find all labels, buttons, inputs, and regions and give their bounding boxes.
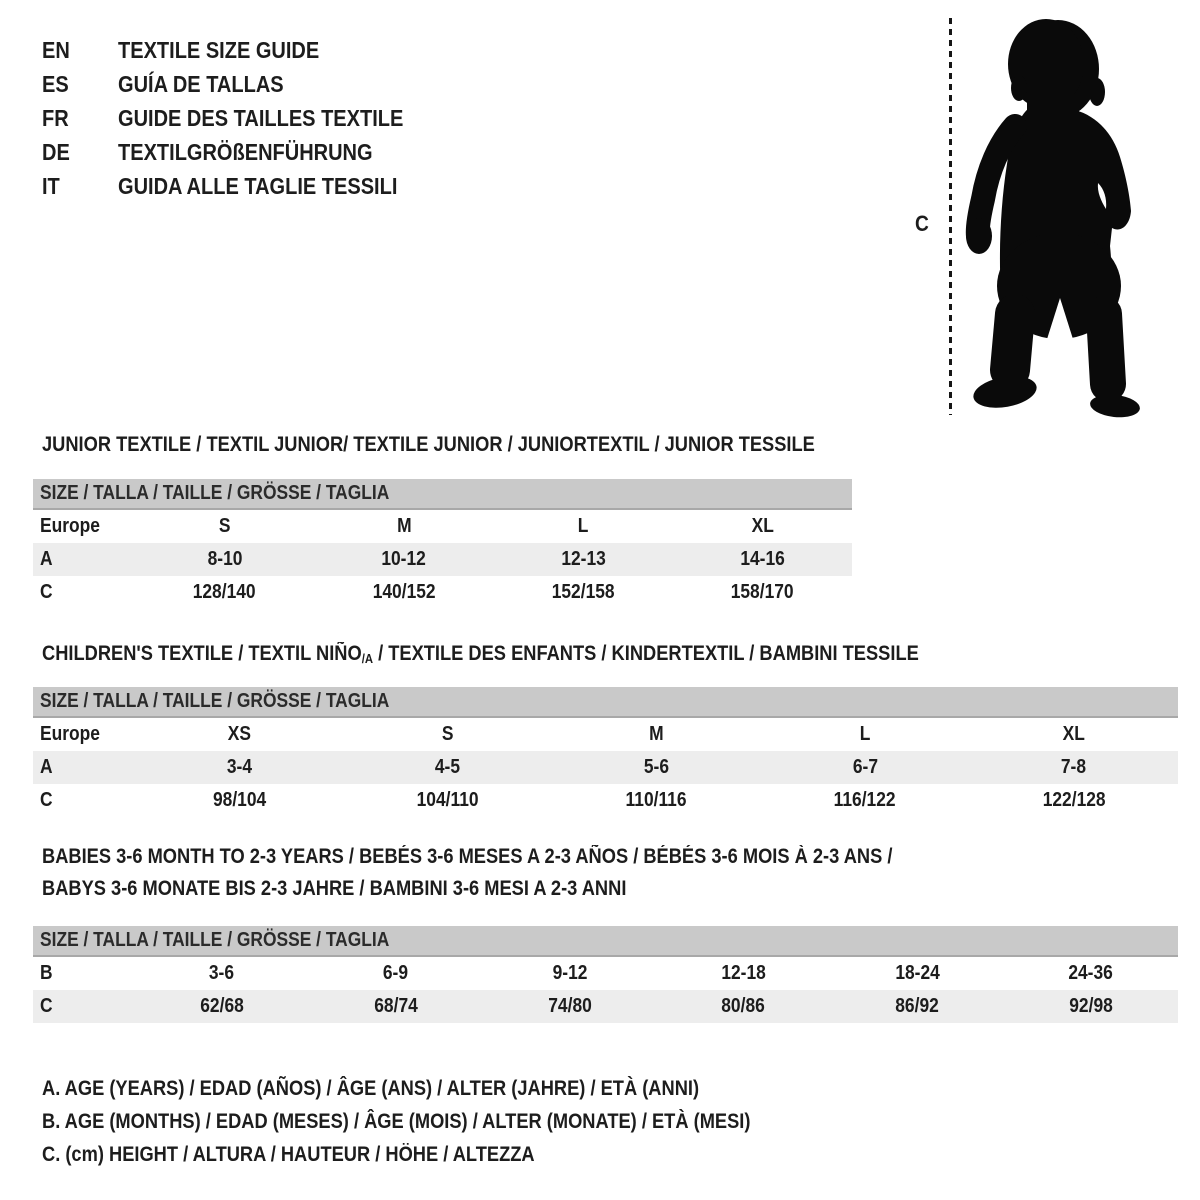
children-section-title-post: / TEXTILE DES ENFANTS / KINDERTEXTIL / BAMBINI TESSILE <box>373 642 919 665</box>
cell <box>494 581 673 604</box>
cell-value: 8-10 <box>207 548 243 570</box>
legend-line-a <box>42 1072 856 1105</box>
language-row-de <box>42 135 446 169</box>
cell <box>761 723 970 746</box>
measure-label-c: C <box>915 211 929 236</box>
cell-value: 92/98 <box>1069 995 1113 1017</box>
babies-section-title-line1: BABIES 3-6 MONTH TO 2-3 YEARS / BEBÉS 3-6 MESES A 2-3 AÑOS / BÉBÉS 3-6 MOIS À 2-3 ANS / <box>42 845 893 868</box>
cell-value: 10-12 <box>381 548 427 570</box>
cell <box>1004 962 1178 985</box>
cell <box>830 995 1004 1018</box>
cell <box>344 723 553 746</box>
children-section-title <box>42 642 1050 666</box>
cell-value: XL <box>751 515 774 537</box>
cell-value: M <box>649 723 664 745</box>
junior-section-title <box>42 433 930 457</box>
cell-value: 12-13 <box>560 548 606 570</box>
row-label-text: C <box>40 995 53 1017</box>
cell <box>135 515 314 538</box>
row-label-text: B <box>40 962 53 984</box>
cell <box>314 548 493 571</box>
cell <box>344 756 553 779</box>
cell-value: 140/152 <box>372 581 436 603</box>
cell <box>830 962 1004 985</box>
cell <box>656 962 830 985</box>
language-code: DE <box>42 138 70 165</box>
children-section-title-sub: /A <box>361 651 374 666</box>
cell-value: 104/110 <box>416 789 479 811</box>
cell-value: 62/68 <box>200 995 244 1017</box>
cell <box>552 723 761 746</box>
cell-value: 86/92 <box>895 995 939 1017</box>
cell-value: 6-9 <box>383 962 409 984</box>
legend-line-c <box>42 1138 856 1171</box>
row-label <box>33 581 135 604</box>
table-row <box>33 990 1178 1023</box>
cell <box>969 756 1178 779</box>
size-header-label: SIZE / TALLA / TAILLE / GRÖSSE / TAGLIA <box>40 929 390 951</box>
row-label <box>33 756 135 779</box>
toddler-silhouette <box>963 14 1147 418</box>
cell-value: 3-4 <box>226 756 252 778</box>
cell <box>135 548 314 571</box>
size-header-label: SIZE / TALLA / TAILLE / GRÖSSE / TAGLIA <box>40 690 390 712</box>
legend-line-c-text: C. (cm) HEIGHT / ALTURA / HAUTEUR / HÖHE / ALTEZZA <box>42 1143 535 1166</box>
row-label-text: C <box>40 581 53 603</box>
legend-line-a-text: A. AGE (YEARS) / EDAD (AÑOS) / ÂGE (ANS) / ALTER (JAHRE) / ETÀ (ANNI) <box>42 1077 700 1100</box>
cell <box>483 995 657 1018</box>
junior-section-title-text: JUNIOR TEXTILE / TEXTIL JUNIOR/ TEXTILE JUNIOR / JUNIORTEXTIL / JUNIOR TESSILE <box>42 433 815 456</box>
babies-table-header <box>33 926 1178 957</box>
babies-section-title <box>42 841 1020 905</box>
cell <box>552 756 761 779</box>
language-row-es <box>42 67 446 101</box>
cell-value: 152/158 <box>551 581 615 603</box>
babies-size-table <box>33 926 1178 1023</box>
language-list <box>42 33 446 203</box>
language-row-it <box>42 169 446 203</box>
cell-value: 80/86 <box>721 995 766 1017</box>
row-label <box>33 789 135 812</box>
cell <box>494 548 673 571</box>
cell <box>673 548 852 571</box>
cell-value: 12-18 <box>721 962 766 984</box>
cell-value: L <box>577 515 589 537</box>
cell-value: 18-24 <box>894 962 940 984</box>
cell-value: XS <box>227 723 251 745</box>
cell <box>344 789 553 812</box>
cell-value: 7-8 <box>1061 756 1087 778</box>
children-size-table <box>33 687 1178 817</box>
cell <box>1004 995 1178 1018</box>
cell-value: 98/104 <box>212 789 266 811</box>
cell-value: 128/140 <box>193 581 257 603</box>
cell-value: 122/128 <box>1042 789 1106 811</box>
language-title: TEXTILE SIZE GUIDE <box>118 36 320 63</box>
row-label <box>33 723 135 746</box>
cell <box>135 995 309 1018</box>
row-label <box>33 515 135 538</box>
cell-value: 116/122 <box>834 789 897 811</box>
language-code: IT <box>42 172 60 199</box>
cell <box>314 581 493 604</box>
row-label-text: Europe <box>40 723 100 745</box>
cell-value: 158/170 <box>730 581 794 603</box>
cell <box>135 581 314 604</box>
row-label-text: A <box>40 548 53 570</box>
table-row <box>33 751 1178 784</box>
cell-value: 24-36 <box>1068 962 1114 984</box>
cell <box>483 962 657 985</box>
cell-value: 14-16 <box>740 548 785 570</box>
legend-line-b <box>42 1105 856 1138</box>
cell <box>135 756 344 779</box>
cell <box>969 723 1178 746</box>
cell <box>494 515 673 538</box>
children-table-header <box>33 687 1178 718</box>
cell-value: L <box>859 723 871 745</box>
cell-value: S <box>442 723 454 745</box>
cell-value: 5-6 <box>643 756 670 778</box>
cell <box>314 515 493 538</box>
cell <box>673 581 852 604</box>
table-row <box>33 543 852 576</box>
language-title: GUIDA ALLE TAGLIE TESSILI <box>118 172 398 199</box>
table-row <box>33 718 1178 751</box>
row-label <box>33 962 135 985</box>
cell-value: S <box>218 515 231 537</box>
cell <box>135 723 344 746</box>
cell <box>673 515 852 538</box>
cell <box>761 789 970 812</box>
cell-value: 68/74 <box>373 995 418 1017</box>
height-measure-dashed-line <box>949 18 952 415</box>
cell-value: 3-6 <box>209 962 235 984</box>
cell <box>309 962 483 985</box>
row-label <box>33 548 135 571</box>
row-label-text: Europe <box>40 515 100 537</box>
cell <box>135 962 309 985</box>
cell <box>969 789 1178 812</box>
language-title: GUIDE DES TAILLES TEXTILE <box>118 104 404 131</box>
row-label-text: C <box>40 789 53 811</box>
row-label <box>33 995 135 1018</box>
cell <box>135 789 344 812</box>
language-title: GUÍA DE TALLAS <box>118 70 284 97</box>
babies-section-title-line2: BABYS 3-6 MONATE BIS 2-3 JAHRE / BAMBINI 3-6 MESI A 2-3 ANNI <box>42 877 627 900</box>
junior-table-header <box>33 479 852 510</box>
cell <box>552 789 761 812</box>
cell-value: 74/80 <box>547 995 592 1017</box>
cell <box>309 995 483 1018</box>
language-row-en <box>42 33 446 67</box>
cell <box>656 995 830 1018</box>
language-title: TEXTILGRÖßENFÜHRUNG <box>118 138 373 165</box>
cell-value: 110/116 <box>625 789 687 811</box>
cell-value: 9-12 <box>552 962 587 984</box>
language-code: FR <box>42 104 69 131</box>
children-section-title-pre: CHILDREN'S TEXTILE / TEXTIL NIÑO <box>42 642 362 665</box>
measurement-legend <box>42 1072 856 1171</box>
cell-value: 6-7 <box>852 756 878 778</box>
table-row <box>33 576 852 609</box>
language-code: EN <box>42 36 70 63</box>
legend-line-b-text: B. AGE (MONTHS) / EDAD (MESES) / ÂGE (MOIS) / ALTER (MONATE) / ETÀ (MESI) <box>42 1110 751 1133</box>
table-row <box>33 510 852 543</box>
table-row <box>33 957 1178 990</box>
cell <box>761 756 970 779</box>
junior-size-table <box>33 479 852 609</box>
cell-value: 4-5 <box>435 756 461 778</box>
cell-value: M <box>396 515 412 537</box>
language-row-fr <box>42 101 446 135</box>
table-row <box>33 784 1178 817</box>
cell-value: XL <box>1062 723 1085 745</box>
language-code: ES <box>42 70 69 97</box>
size-header-label: SIZE / TALLA / TAILLE / GRÖSSE / TAGLIA <box>40 482 390 504</box>
row-label-text: A <box>40 756 53 778</box>
